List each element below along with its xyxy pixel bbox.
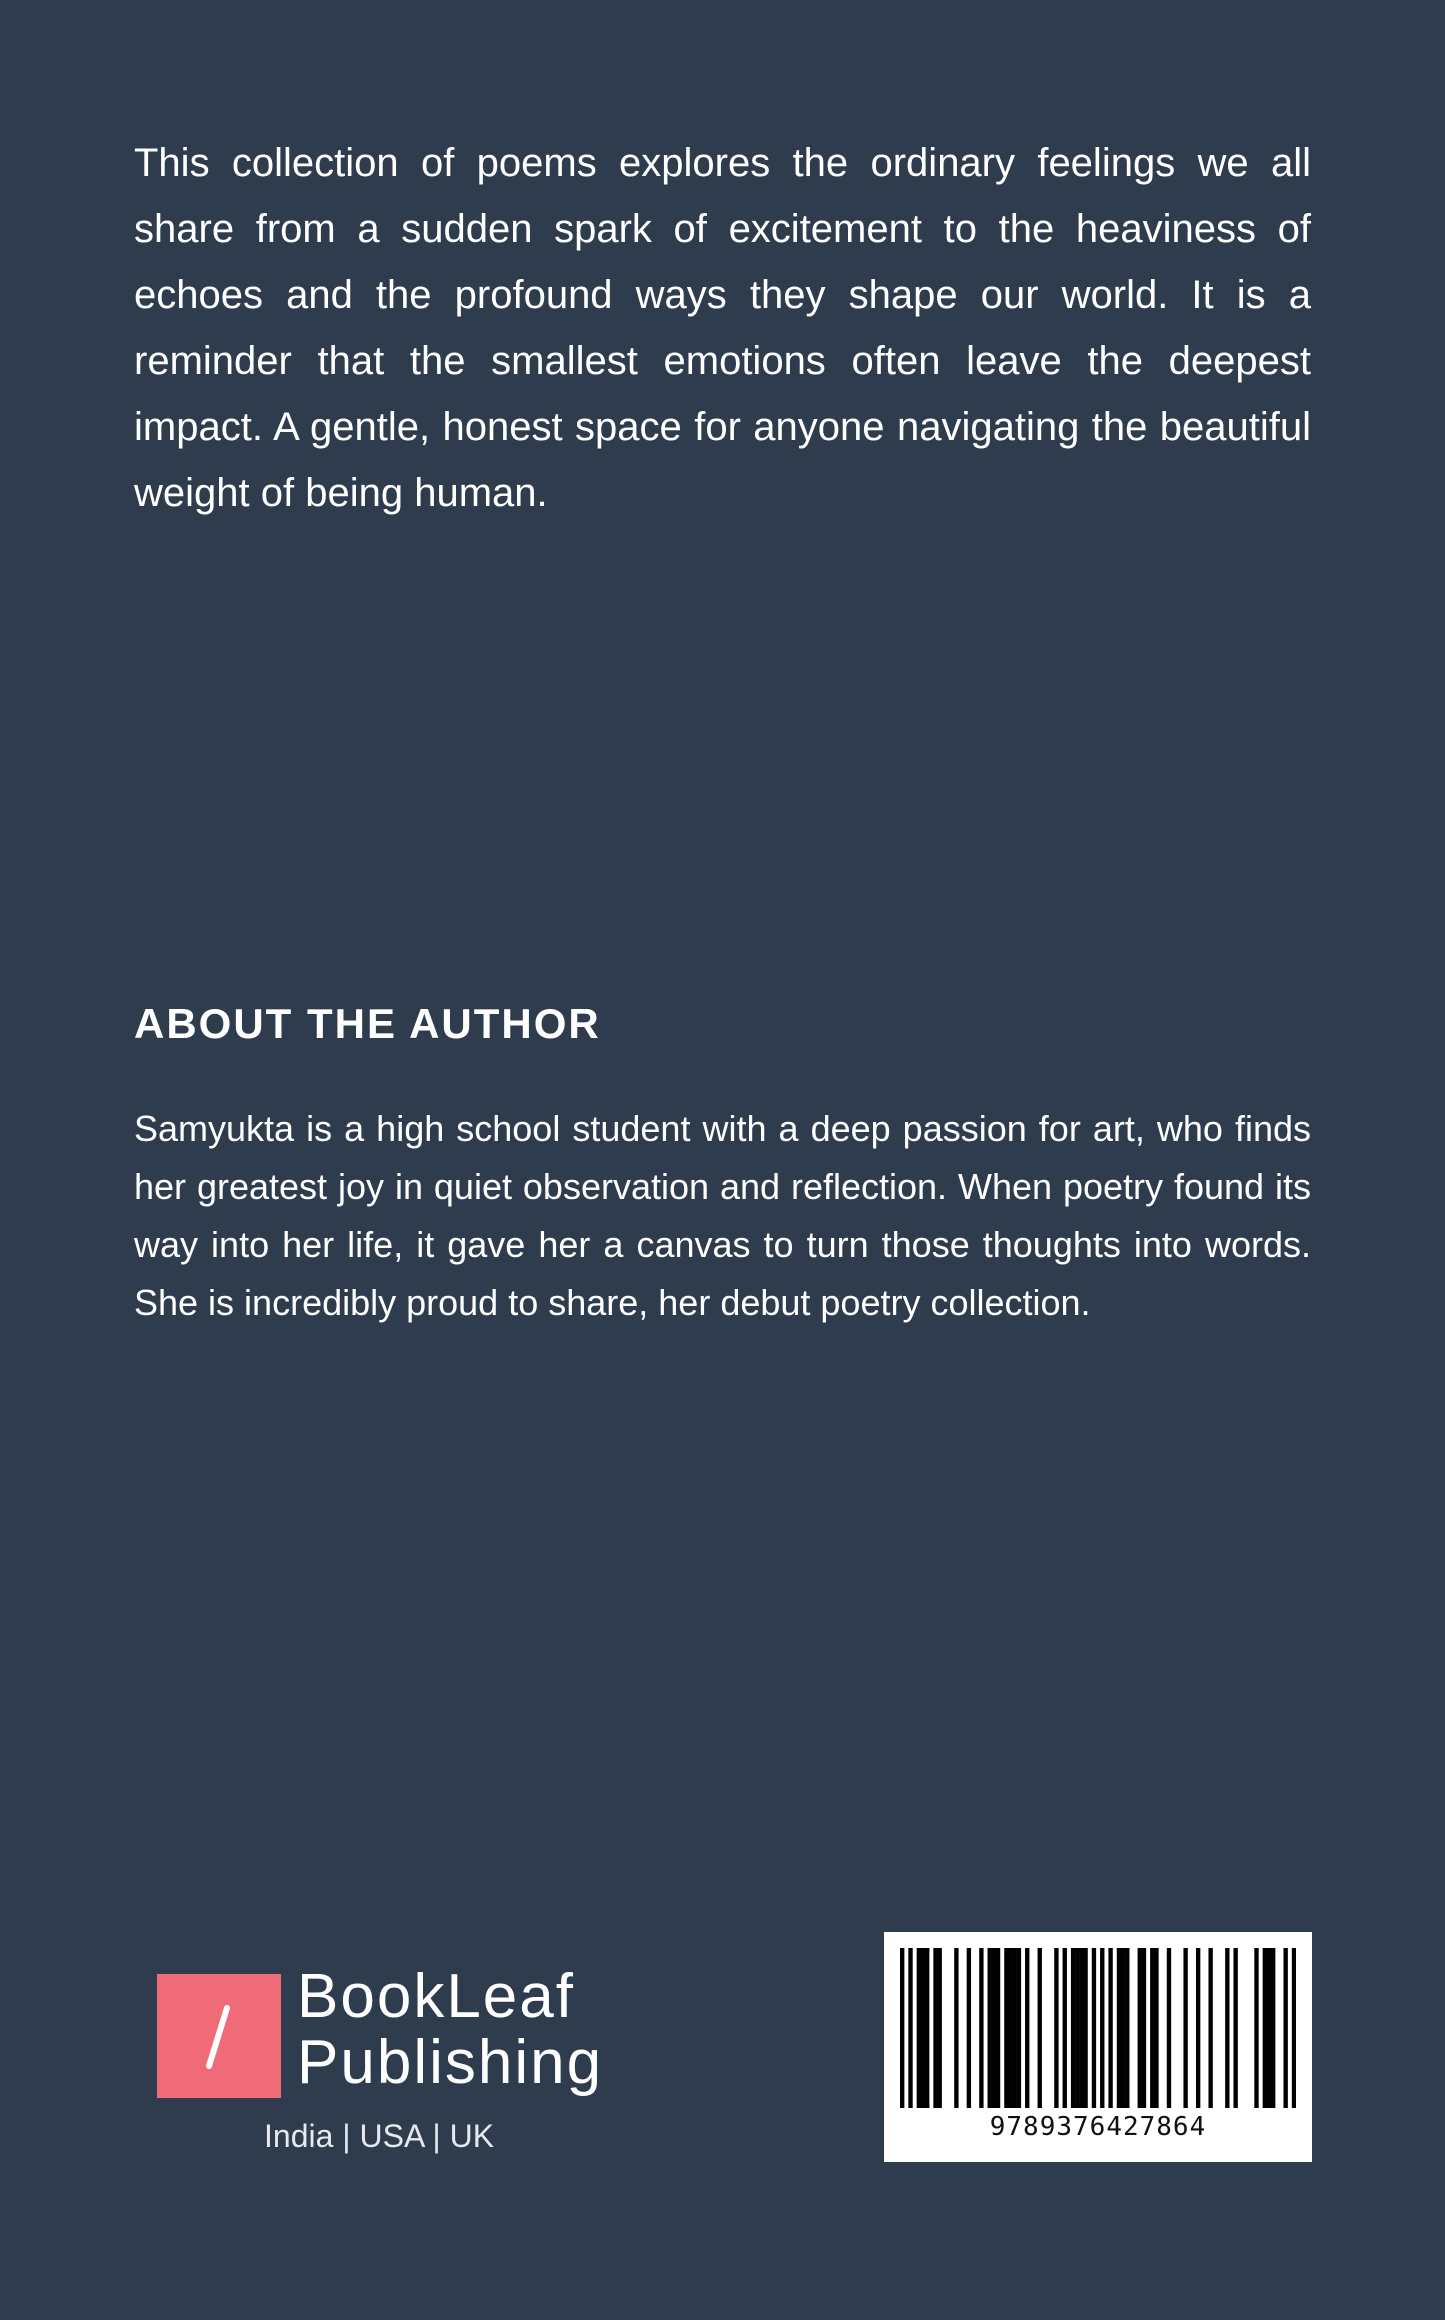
barcode-bar <box>1196 1948 1200 2108</box>
barcode-bar <box>1267 1948 1271 2108</box>
barcode-bar <box>1154 1948 1158 2108</box>
barcode-bar <box>921 1948 925 2108</box>
barcode-bar <box>1013 1948 1017 2108</box>
barcode-bar <box>1150 1948 1154 2108</box>
barcode-bar <box>967 1948 971 2108</box>
barcode-bar <box>1063 1948 1067 2108</box>
barcode-bar <box>1142 1948 1146 2108</box>
barcode-bar <box>1025 1948 1029 2108</box>
barcode-bar <box>1263 1948 1267 2108</box>
barcode-bar <box>979 1948 983 2108</box>
barcode-bar <box>925 1948 929 2108</box>
barcode-bar <box>1254 1948 1258 2108</box>
barcode-bar <box>988 1948 992 2108</box>
barcode-bar <box>1100 1948 1104 2108</box>
barcode-bar <box>1038 1948 1042 2108</box>
barcode-bar <box>1079 1948 1083 2108</box>
barcode-bar <box>1071 1948 1075 2108</box>
barcode-bar <box>1167 1948 1171 2108</box>
about-author-text: Samyukta is a high school student with a deep passion for art, who finds her greatest joy in quiet observation and reflection. When poetry found its way into her life, it gave her a canvas to turn those thoughts into words. She is incredibly proud to share, her debut poetry collection. <box>134 1108 1311 1323</box>
barcode-bar <box>1017 1948 1021 2108</box>
barcode-bar <box>1138 1948 1142 2108</box>
barcode-bar <box>1208 1948 1212 2108</box>
barcode-bar <box>933 1948 937 2108</box>
publisher-name-line1: BookLeaf <box>297 1962 575 2031</box>
isbn-barcode <box>884 1932 1312 2162</box>
about-author-heading: ABOUT THE AUTHOR <box>134 1000 601 1047</box>
barcode-bar <box>1075 1948 1079 2108</box>
barcode-bar <box>908 1948 912 2108</box>
barcode-bar <box>1121 1948 1125 2108</box>
barcode-bar <box>996 1948 1000 2108</box>
barcode-bar <box>1004 1948 1008 2108</box>
publisher-regions: India | USA | UK <box>264 2118 495 2154</box>
barcode-bar <box>938 1948 942 2108</box>
barcode-bar <box>1125 1948 1129 2108</box>
barcode-bar <box>992 1948 996 2108</box>
barcode-bar <box>1092 1948 1096 2108</box>
barcode-bar <box>1183 1948 1187 2108</box>
isbn-number: 9789376427864 <box>989 2112 1207 2142</box>
barcode-bar <box>1008 1948 1012 2108</box>
barcode-bar <box>1283 1948 1287 2108</box>
barcode-bar <box>1225 1948 1229 2108</box>
barcode-bar <box>1233 1948 1237 2108</box>
publisher-name-line2: Publishing <box>297 2028 604 2097</box>
barcode-bar <box>1054 1948 1058 2108</box>
barcode-bar <box>917 1948 921 2108</box>
slash-logo-icon <box>157 1974 281 2098</box>
publisher-logo <box>157 1962 617 2168</box>
barcode-bar <box>1271 1948 1275 2108</box>
barcode-bar <box>1292 1948 1296 2108</box>
barcode-bar <box>954 1948 958 2108</box>
book-blurb: This collection of poems explores the ordinary feelings we all share from a sudden spark of excitement to the heaviness of echoes and the profound ways they shape our world. It is a reminder that the smallest emotions often leave the deepest impact. A gentle, honest space for anyone navigating the beautiful weight of being human. <box>134 141 1311 515</box>
barcode-bar <box>1108 1948 1112 2108</box>
barcode-bar <box>1117 1948 1121 2108</box>
barcode-bar <box>1083 1948 1087 2108</box>
barcode-bar <box>900 1948 904 2108</box>
barcode-bars <box>900 1948 1296 2108</box>
